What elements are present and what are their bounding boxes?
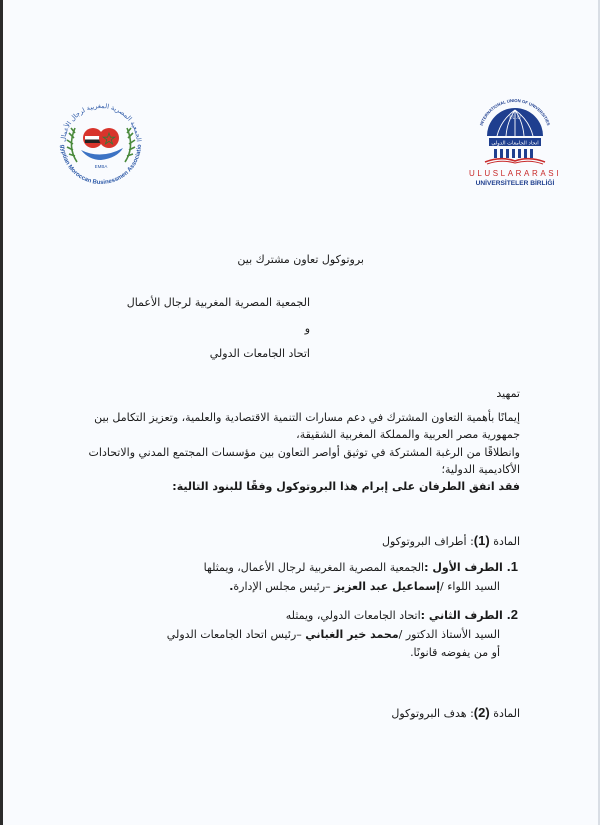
morocco-heart-icon [99, 128, 119, 148]
rep-1-prefix: السيد اللواء / [440, 580, 500, 593]
emba-logo-graphic [51, 92, 151, 192]
party-a-heading: الجمعية المصرية المغربية لرجال الأعمال [126, 296, 310, 309]
party-b-heading: اتحاد الجامعات الدولي [209, 347, 310, 360]
columns-icon [494, 149, 533, 158]
article-2-title: : هدف البروتوكول [391, 707, 474, 720]
preamble-line: فقد اتفق الطرفان على إبرام هذا البروتوكول وفقًا للبنود التالية: [172, 480, 520, 493]
emba-arc-ar: الجمعية المصرية المغربية لرجال الأعمال [59, 101, 143, 143]
article-1-number: (1) [473, 533, 490, 548]
emba-badge: EMBA [94, 164, 108, 169]
article-2-heading [391, 706, 520, 721]
article-1-title: : أطراف البروتوكول [381, 535, 474, 548]
party-item-1: 1. الطرف الأول :الجمعية المصرية المغربية لرجال الأعمال، ويمثلها [203, 559, 518, 574]
article-1-prefix: المادة [493, 535, 520, 548]
emba-arc-en: gyptian Moroccan Businessmen Associatio [58, 144, 144, 187]
iuu-band-ar: اتحاد الجامعات الدولي [491, 140, 539, 147]
article-1-heading [382, 534, 520, 549]
party-item-1-rep [229, 580, 500, 594]
book-icon [485, 159, 545, 162]
iuu-line2: UNİVERSİTELER BİRLİĞİ [475, 180, 555, 187]
party-item-2: 2. الطرف الثاني :اتحاد الجامعات الدولي، ويمثله [285, 607, 518, 622]
party-item-1-label: الطرف الأول : [424, 561, 503, 574]
article-2-prefix: المادة [493, 707, 520, 720]
iuu-abbr: I.U.U [509, 116, 521, 121]
party-item-2-extra: أو من يفوضه قانونًا. [410, 646, 500, 659]
preamble-line: إيمانًا بأهمية التعاون المشترك في دعم مسارات التنمية الاقتصادية والعلمية، وتعزيز التكامل بين [94, 411, 520, 424]
rep-1-name: إسماعيل عبد العزيز [334, 580, 441, 593]
preamble-line: جمهورية مصر العربية والمملكة المغربية الشقيقة، [296, 428, 520, 441]
preamble-line: الأكاديمية الدولية؛ [441, 463, 520, 476]
party-item-1-text: الجمعية المصرية المغربية لرجال الأعمال، ويمثلها [203, 561, 425, 574]
party-item-1-index: 1 [510, 559, 518, 574]
conjunction-and: و [304, 322, 310, 335]
article-2-number: (2) [473, 705, 490, 720]
iuu-arc-text: INTERNATIONAL UNION OF UNIVERSITIES [478, 97, 552, 127]
party-item-2-text: اتحاد الجامعات الدولي، ويمثله [285, 609, 421, 622]
party-item-2-label: الطرف الثاني : [420, 609, 503, 622]
rep-1-role: –رئيس مجلس الإدارة [233, 580, 335, 593]
iuu-logo-graphic [461, 90, 569, 190]
rep-1-end: . [229, 580, 234, 593]
hand-icon [81, 148, 123, 160]
party-item-2-index: 2 [510, 607, 518, 622]
iuu-logo [461, 90, 569, 190]
iuu-line1: ULUSLARARASI [468, 169, 562, 178]
rep-2-name: محمد خير الغباني [305, 628, 399, 641]
rep-2-role: –رئيس اتحاد الجامعات الدولي [166, 628, 306, 641]
rep-2-prefix: السيد الأستاذ الدكتور / [398, 628, 500, 641]
emba-logo [51, 92, 151, 192]
preamble-heading: تمهيد [496, 387, 520, 400]
preamble-line: وانطلاقًا من الرغبة المشتركة في توثيق أواصر التعاون بين مؤسسات المجتمع المدني والاتحادات [88, 446, 520, 459]
party-item-2-rep [167, 628, 500, 642]
document-title: بروتوكول تعاون مشترك بين [237, 253, 364, 266]
